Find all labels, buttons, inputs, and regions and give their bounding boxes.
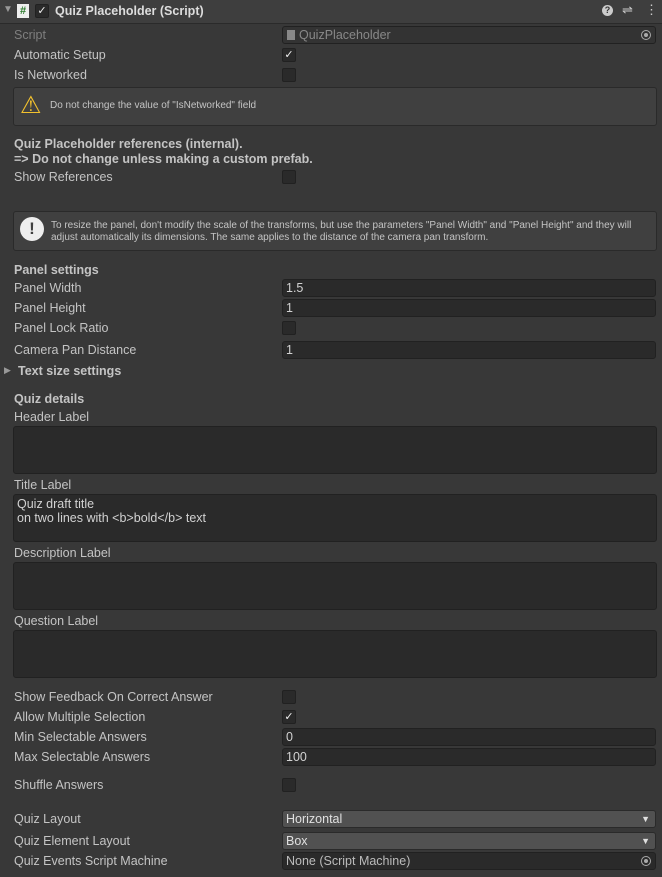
chevron-down-icon: ▼: [641, 836, 650, 846]
info-box: [13, 211, 657, 251]
max-selectable-input[interactable]: 100: [282, 748, 656, 766]
quiz-layout-value: Horizontal: [286, 812, 343, 826]
help-icon[interactable]: ?: [602, 5, 613, 16]
panel-width-input[interactable]: 1.5: [282, 279, 656, 297]
script-label: Script: [14, 28, 46, 42]
max-selectable-label: Max Selectable Answers: [14, 750, 151, 764]
chevron-down-icon: ▼: [641, 814, 650, 824]
quiz-details-title: Quiz details: [14, 392, 85, 406]
show-references-label: Show References: [14, 170, 113, 184]
object-picker-icon[interactable]: [641, 30, 651, 40]
warning-text: Do not change the value of "IsNetworked" field: [50, 100, 257, 111]
quiz-layout-dropdown[interactable]: [282, 810, 656, 828]
show-feedback-label: Show Feedback On Correct Answer: [14, 690, 213, 704]
shuffle-answers-checkbox[interactable]: [282, 778, 296, 792]
warning-box: [13, 87, 657, 126]
show-feedback-checkbox[interactable]: [282, 690, 296, 704]
title-label-textarea[interactable]: Quiz draft title on two lines with <b>bold</b> text: [13, 494, 657, 542]
warning-icon: ⚠: [20, 92, 42, 119]
component-header: [0, 0, 662, 24]
script-field[interactable]: [282, 26, 656, 44]
script-file-icon: [287, 30, 295, 40]
header-label-label: Header Label: [14, 410, 90, 424]
script-value: QuizPlaceholder: [299, 28, 391, 42]
title-label-label: Title Label: [14, 478, 72, 492]
references-title: Quiz Placeholder references (internal).: [14, 137, 243, 151]
quiz-events-label: Quiz Events Script Machine: [14, 854, 168, 868]
description-label-label: Description Label: [14, 546, 111, 560]
info-icon: !: [20, 217, 44, 241]
automatic-setup-checkbox[interactable]: ✓: [282, 48, 296, 62]
foldout-arrow-icon[interactable]: ▶: [4, 365, 11, 375]
is-networked-checkbox[interactable]: [282, 68, 296, 82]
automatic-setup-label: Automatic Setup: [14, 48, 106, 62]
quiz-element-layout-value: Box: [286, 834, 308, 848]
question-label-textarea[interactable]: [13, 630, 657, 678]
component-title: Quiz Placeholder (Script): [55, 4, 204, 18]
preset-icon[interactable]: ⇌: [622, 2, 633, 17]
enabled-checkbox[interactable]: ✓: [35, 4, 49, 18]
header-label-textarea[interactable]: [13, 426, 657, 474]
quiz-events-value: None (Script Machine): [286, 854, 411, 868]
panel-height-input[interactable]: 1: [282, 299, 656, 317]
quiz-element-layout-dropdown[interactable]: [282, 832, 656, 850]
object-picker-icon[interactable]: [641, 856, 651, 866]
min-selectable-label: Min Selectable Answers: [14, 730, 147, 744]
text-size-foldout[interactable]: Text size settings: [18, 364, 122, 378]
question-label-label: Question Label: [14, 614, 99, 628]
quiz-events-field[interactable]: [282, 852, 656, 870]
panel-lock-ratio-checkbox[interactable]: [282, 321, 296, 335]
allow-multiple-label: Allow Multiple Selection: [14, 710, 146, 724]
panel-lock-ratio-label: Panel Lock Ratio: [14, 321, 109, 335]
references-subtitle: => Do not change unless making a custom prefab.: [14, 152, 313, 166]
min-selectable-input[interactable]: 0: [282, 728, 656, 746]
panel-height-label: Panel Height: [14, 301, 86, 315]
quiz-element-layout-label: Quiz Element Layout: [14, 834, 131, 848]
show-references-checkbox[interactable]: [282, 170, 296, 184]
panel-width-label: Panel Width: [14, 281, 82, 295]
panel-settings-title: Panel settings: [14, 263, 99, 277]
allow-multiple-checkbox[interactable]: ✓: [282, 710, 296, 724]
shuffle-answers-label: Shuffle Answers: [14, 778, 104, 792]
camera-pan-distance-input[interactable]: 1: [282, 341, 656, 359]
camera-pan-distance-label: Camera Pan Distance: [14, 343, 137, 357]
info-text: To resize the panel, don't modify the scale of the transforms, but use the parameters "Panel Width" and "Panel Height" and they will adjust automatically its dimensions. The same applies to the distance of the camera pan transform.: [51, 220, 632, 243]
more-menu-icon[interactable]: ⋮: [645, 2, 658, 17]
description-label-textarea[interactable]: [13, 562, 657, 610]
quiz-layout-label: Quiz Layout: [14, 812, 81, 826]
foldout-arrow-icon[interactable]: ▼: [3, 4, 13, 15]
is-networked-label: Is Networked: [14, 68, 87, 82]
script-icon: #: [17, 4, 29, 18]
